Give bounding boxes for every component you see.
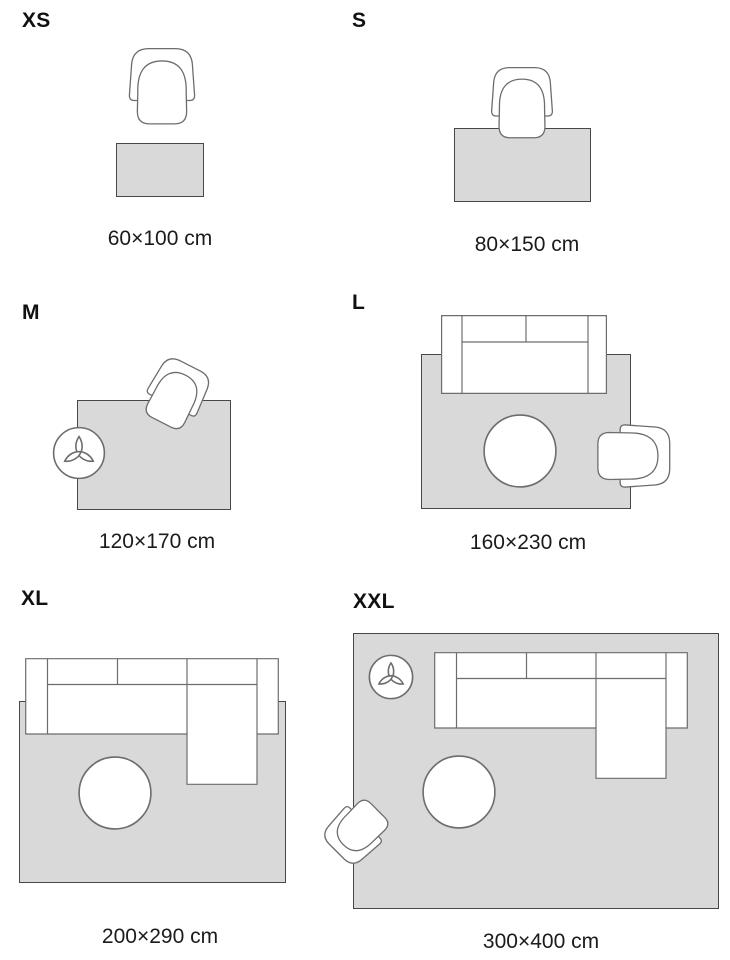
size-label-s: S (352, 9, 367, 32)
rug-dimensions-xl: 200×290 cm (101, 925, 219, 948)
size-label-l: L (352, 291, 366, 314)
armchair-icon (118, 42, 206, 130)
rug-dimensions-xxl: 300×400 cm (482, 930, 600, 953)
size-label-xs: XS (22, 9, 51, 32)
plant-icon (52, 426, 106, 480)
coffee-table-icon (422, 755, 496, 829)
size-label-xl: XL (21, 587, 49, 610)
rug-xs (116, 143, 204, 197)
rug-dimensions-l: 160×230 cm (469, 531, 587, 554)
armchair-icon (481, 59, 563, 146)
rug-dimensions-m: 120×170 cm (98, 530, 216, 553)
coffee-table-icon (78, 756, 152, 830)
size-label-xxl: XXL (353, 590, 395, 613)
plant-icon (368, 654, 414, 700)
rug-dimensions-xs: 60×100 cm (107, 227, 213, 250)
size-label-m: M (22, 301, 40, 324)
armchair-icon (589, 414, 679, 498)
sectional-sofa-icon (25, 658, 279, 785)
coffee-table-icon (483, 414, 557, 488)
rug-dimensions-s: 80×150 cm (474, 233, 580, 256)
sofa-icon (441, 315, 607, 394)
